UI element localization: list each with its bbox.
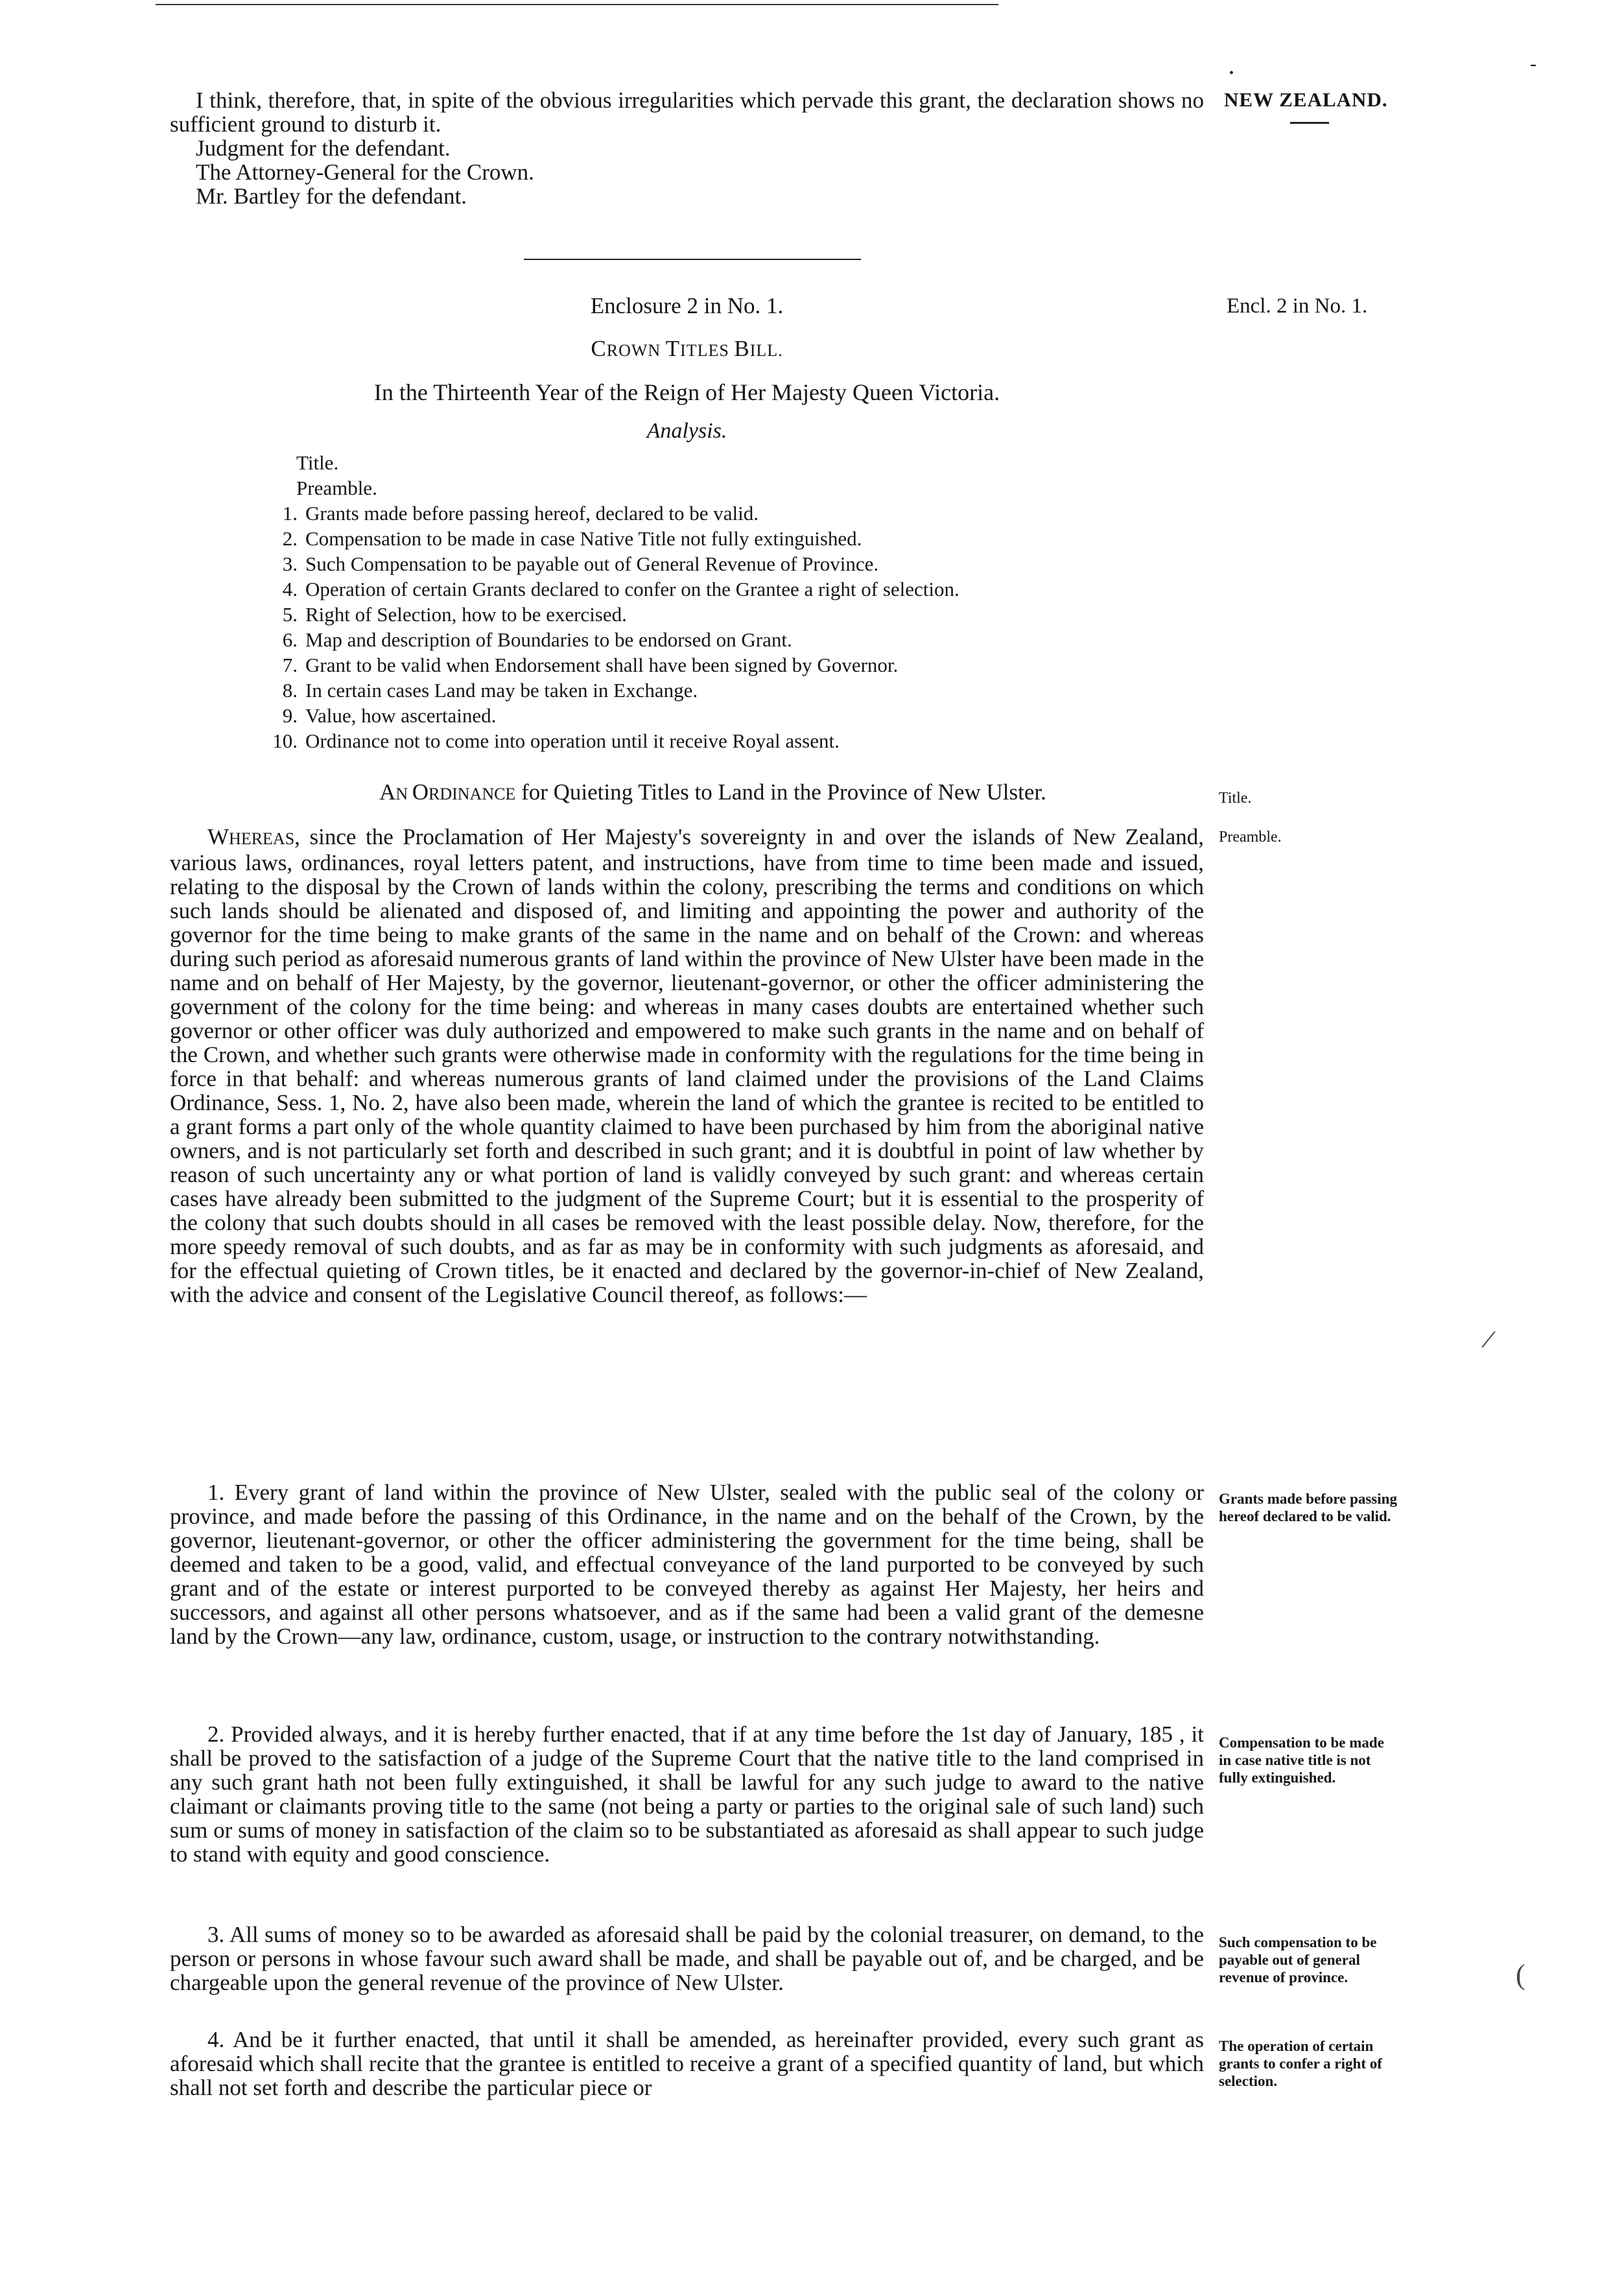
margin-note-section-3: Such compensation to be payable out of general revenue of province. xyxy=(1219,1934,1377,1985)
counsel-crown-line: The Attorney-General for the Crown. xyxy=(196,160,534,185)
section-paragraph: 2. Provided always, and it is hereby further enacted, that if at any time before the 1st day of January, 185 , it shall be proved to the satisfaction of a judge of the Supreme Court that the native title to the land comprised in any such grant hath not been fully extinguished, it shall be lawful for any such judge to award to the native claimant or claimants proving title to the same (not being a party or parties to the original sale of such land) such sum or sums of money in satisfaction of the claim so to be substantiated as aforesaid as shall appear to such judge to stand with equity and good conscience. xyxy=(170,1722,1204,1867)
ordinance-title-part: N xyxy=(395,785,412,803)
analysis-item-text: Map and description of Boundaries to be endorsed on Grant. xyxy=(305,628,792,651)
ordinance-title-text: for Quieting Titles to Land in the Province of New Ulster. xyxy=(515,779,1046,805)
preamble-block xyxy=(170,825,1204,1307)
analysis-item xyxy=(269,652,1229,678)
judgment-line: Judgment for the defendant. xyxy=(196,136,451,161)
analysis-item-text: Such Compensation to be payable out of General Revenue of Province. xyxy=(305,552,879,575)
analysis-item-number: 10. xyxy=(272,729,298,752)
margin-note-preamble: Preamble. xyxy=(1219,829,1282,846)
section-paragraph: 4. And be it further enacted, that until it shall be amended, as hereinafter provided, every such grant as aforesaid which shall recite that the grantee is entitled to receive a grant of a specified quantity of land, but which shall not set forth and describe the particular piece or xyxy=(170,2027,1204,2100)
section-2 xyxy=(170,1722,1204,1866)
analysis-item xyxy=(269,627,1229,652)
section-paragraph: 1. Every grant of land within the province of New Ulster, sealed with the public seal of the colony or province, and made before the passing of this Ordinance, in the name and on the behalf of the Crown, by the governor, lieutenant-governor, or other the officer administering the government for the time being, shall be deemed and taken to be a good, valid, and effectual conveyance of the land purported to be conveyed by such grant and of the estate or interest purported to be conveyed thereby as against Her Majesty, her heirs and successors, and against all other persons whatsoever, and as if the same had been a valid grant of the demesne land by the Crown—any law, ordinance, custom, usage, or instruction to the contrary notwithstanding. xyxy=(170,1480,1204,1649)
analysis-item xyxy=(269,703,1229,728)
analysis-item xyxy=(269,501,1229,526)
analysis-item xyxy=(269,576,1229,602)
section-paragraph: 3. All sums of money so to be awarded as aforesaid shall be paid by the colonial treasurer, on demand, to the person or persons in whose favour such award shall be made, and shall be payable out of, and be charged, and be chargeable upon the general revenue of the province of New Ulster. xyxy=(170,1922,1204,1995)
running-head-rule xyxy=(1290,122,1329,124)
analysis-item-number: 6. xyxy=(282,628,298,651)
bill-title-cap: C xyxy=(591,336,607,361)
section-3 xyxy=(170,1923,1204,1995)
enclosure-title: Enclosure 2 in No. 1. xyxy=(590,293,784,318)
scan-mark: / xyxy=(1479,1323,1498,1356)
analysis-item xyxy=(269,526,1229,551)
analysis-heading: Analysis. xyxy=(646,419,727,443)
scan-mark: - xyxy=(1530,53,1536,75)
analysis-list xyxy=(269,450,1229,753)
ordinance-title-part: RDINANCE xyxy=(428,785,516,803)
analysis-item-text: Grants made before passing hereof, declared to be valid. xyxy=(305,502,759,525)
analysis-item xyxy=(269,602,1229,627)
analysis-item-text: Ordinance not to come into operation until it receive Royal assent. xyxy=(305,729,840,752)
running-head: NEW ZEALAND. xyxy=(1224,88,1388,111)
analysis-item-text: Right of Selection, how to be exercised. xyxy=(305,603,627,626)
bill-title-part: ROWN xyxy=(606,341,666,360)
analysis-item-text: In certain cases Land may be taken in Exchange. xyxy=(305,679,698,702)
analysis-item-text: Grant to be valid when Endorsement shall have been signed by Governor. xyxy=(305,654,899,676)
intro-paragraph: I think, therefore, that, in spite of the obvious irregularities which pervade this grant, the declaration shows no sufficient ground to disturb it. xyxy=(170,88,1204,137)
ordinance-title-cap: A xyxy=(379,779,396,805)
analysis-item-text: Value, how ascertained. xyxy=(305,704,497,727)
analysis-title-entry: Title. xyxy=(296,451,339,474)
top-border-line xyxy=(156,4,998,5)
enclosure-side-label: Encl. 2 in No. 1. xyxy=(1227,294,1368,318)
analysis-items xyxy=(269,501,1229,753)
bill-title-part: ILL. xyxy=(749,341,783,360)
ordinance-title-cap: O xyxy=(412,779,429,805)
bill-title-cap: B xyxy=(734,336,750,361)
analysis-item-number: 5. xyxy=(282,603,298,626)
analysis-item-text: Operation of certain Grants declared to confer on the Grantee a right of selection. xyxy=(305,578,959,600)
intro-block xyxy=(170,88,1204,208)
margin-note-section-2: Compensation to be made in case native title is not fully extinguished. xyxy=(1219,1735,1384,1786)
analysis-item-number: 8. xyxy=(282,679,298,702)
section-divider xyxy=(524,259,861,260)
reign-year-line: In the Thirteenth Year of the Reign of Her Majesty Queen Victoria. xyxy=(373,379,1000,405)
analysis-item-number: 3. xyxy=(282,552,298,575)
analysis-item xyxy=(269,728,1229,753)
ordinance-title xyxy=(170,780,1230,806)
counsel-defendant-line: Mr. Bartley for the defendant. xyxy=(196,184,467,209)
analysis-item-number: 9. xyxy=(282,704,298,727)
analysis-item-number: 1. xyxy=(282,502,298,525)
analysis-item-number: 7. xyxy=(282,654,298,676)
section-4 xyxy=(170,2028,1204,2100)
margin-note-section-1: Grants made before passing hereof declared to be valid. xyxy=(1219,1491,1397,1524)
analysis-item xyxy=(269,678,1229,703)
analysis-item xyxy=(269,551,1229,576)
analysis-item-number: 4. xyxy=(282,578,298,600)
analysis-preamble-entry: Preamble. xyxy=(296,477,377,499)
margin-note-title: Title. xyxy=(1219,790,1252,807)
margin-note-section-4: The operation of certain grants to confer a right of selection. xyxy=(1219,2038,1382,2089)
section-1 xyxy=(170,1480,1204,1648)
bill-title-cap: T xyxy=(665,336,681,361)
bill-title-part: ITLES xyxy=(680,341,735,360)
scan-mark: ( xyxy=(1516,1959,1525,1991)
preamble-text: , since the Proclamation of Her Majesty's sovereignty in and over the islands of New Zealand, various laws, ordinances, royal letters patent, and instructions, have from time to time been made and issued, relating to the disposal by the Crown of lands within the colony, prescribing the terms and conditions on which such lands should be alienated and disposed of, and limiting and appointing the power and authority of the governor for the time being to make grants of the same in the name and on behalf of the Crown: and whereas during such period as aforesaid numerous grants of land within the province of New Ulster have been made in the name and on behalf of Her Majesty, by the governor, lieutenant-governor, or other the officer administering the government of the colony for the time being: and whereas in many cases doubts are entertained whether such governor or other officer was duly authorized and empowered to make such grants in the name and on behalf of the Crown, and whether such grants were otherwise made in conformity with the regulations for the time being in force in that behalf: and whereas numerous grants of land claimed under the provisions of the Land Claims Ordinance, Sess. 1, No. 2, have also been made, wherein the land of which the grantee is recited to be entitled to a grant forms a part only of the whole quantity claimed to have been purchased by him from the aboriginal native owners, and is not particularly set forth and described in such grant; and it is doubtful in point of law whether by reason of such uncertainty any or what portion of land is validly conveyed by such grant: and whereas certain cases have already been submitted to the judgment of the Supreme Court; but it is essential to the prosperity of the colony that such doubts should in all cases be removed with the least possible delay. Now, therefore, for the more speedy removal of such doubts, and as far as may be in conformity with such judgments as aforesaid, and for the effectual quieting of Crown titles, be it enacted and declared by the governor-in-chief of New Zealand, with the advice and consent of the Legislative Council thereof, as follows:— xyxy=(170,824,1204,1307)
whereas-small: HEREAS xyxy=(229,829,295,848)
preamble-paragraph xyxy=(170,825,1204,1307)
scan-mark: • xyxy=(1229,66,1234,80)
bill-title xyxy=(170,336,1204,362)
analysis-item-number: 2. xyxy=(282,527,298,550)
analysis-item-text: Compensation to be made in case Native Title not fully extinguished. xyxy=(305,527,862,550)
whereas-cap: W xyxy=(207,824,229,849)
